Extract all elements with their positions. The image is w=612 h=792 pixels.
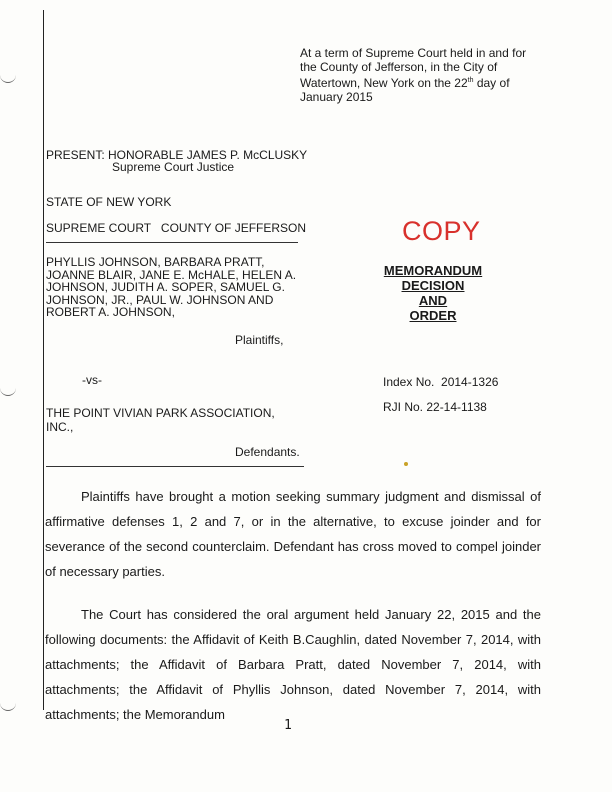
caption-divider (46, 242, 298, 243)
copy-stamp: COPY (402, 216, 481, 246)
hole-punch-mark (0, 700, 16, 711)
caption-bottom-divider (46, 466, 304, 467)
hole-punch-mark (0, 385, 16, 396)
court-heading: SUPREME COURT COUNTY OF JEFFERSON (46, 221, 307, 235)
term-of-court-block: At a term of Supreme Court held in and for the County of Jefferson, in the City of Watertown, New York on the 22th day of January 2015 (300, 46, 527, 104)
plaintiffs-label: Plaintiffs, (235, 333, 284, 347)
hole-punch-mark (0, 72, 16, 83)
plaintiffs-list: PHYLLIS JOHNSON, BARBARA PRATT, JOANNE BLAIR, JANE E. McHALE, HELEN A. JOHNSON, JUDITH A. SOPER, SAMUEL G. JOHNSON, JR., PAUL W. JOHNSON AND ROBERT A. JOHNSON, (46, 255, 297, 319)
index-number: Index No. 2014-1326 (383, 375, 499, 389)
ink-dot (404, 462, 408, 466)
left-margin-rule (43, 10, 44, 710)
present-line: PRESENT: HONORABLE JAMES P. McCLUSKY (46, 148, 308, 162)
page-number: 1 (284, 718, 292, 733)
paragraph-motion: Plaintiffs have brought a motion seeking summary judgment and dismissal of affirmative defenses 1, 2 and 7, or in the alternative, to excuse joinder and for severance of the second counterclaim. Defendant has cross moved to compel joinder of necessary parties. (45, 489, 541, 579)
versus: -vs- (82, 373, 102, 387)
defendant-name: THE POINT VIVIAN PARK ASSOCIATION, INC., (46, 406, 275, 434)
state-heading: STATE OF NEW YORK (46, 195, 172, 209)
rji-number: RJI No. 22-14-1138 (383, 400, 487, 414)
defendants-label: Defendants. (235, 445, 300, 459)
memorandum-decision-title: MEMORANDUM DECISION AND ORDER (383, 263, 483, 323)
paragraph-documents: The Court has considered the oral argument held January 22, 2015 and the following documents: the Affidavit of Keith B.Caughlin, dated November 7, 2014, with attachments; the Affidavit of Barbara Pratt, dated November 7, 2014, with attachments; the Affidavit of Phyllis Johnson, dated November 7, 2014, with attachments; the Memorandum (45, 607, 541, 722)
justice-title: Supreme Court Justice (112, 160, 235, 174)
